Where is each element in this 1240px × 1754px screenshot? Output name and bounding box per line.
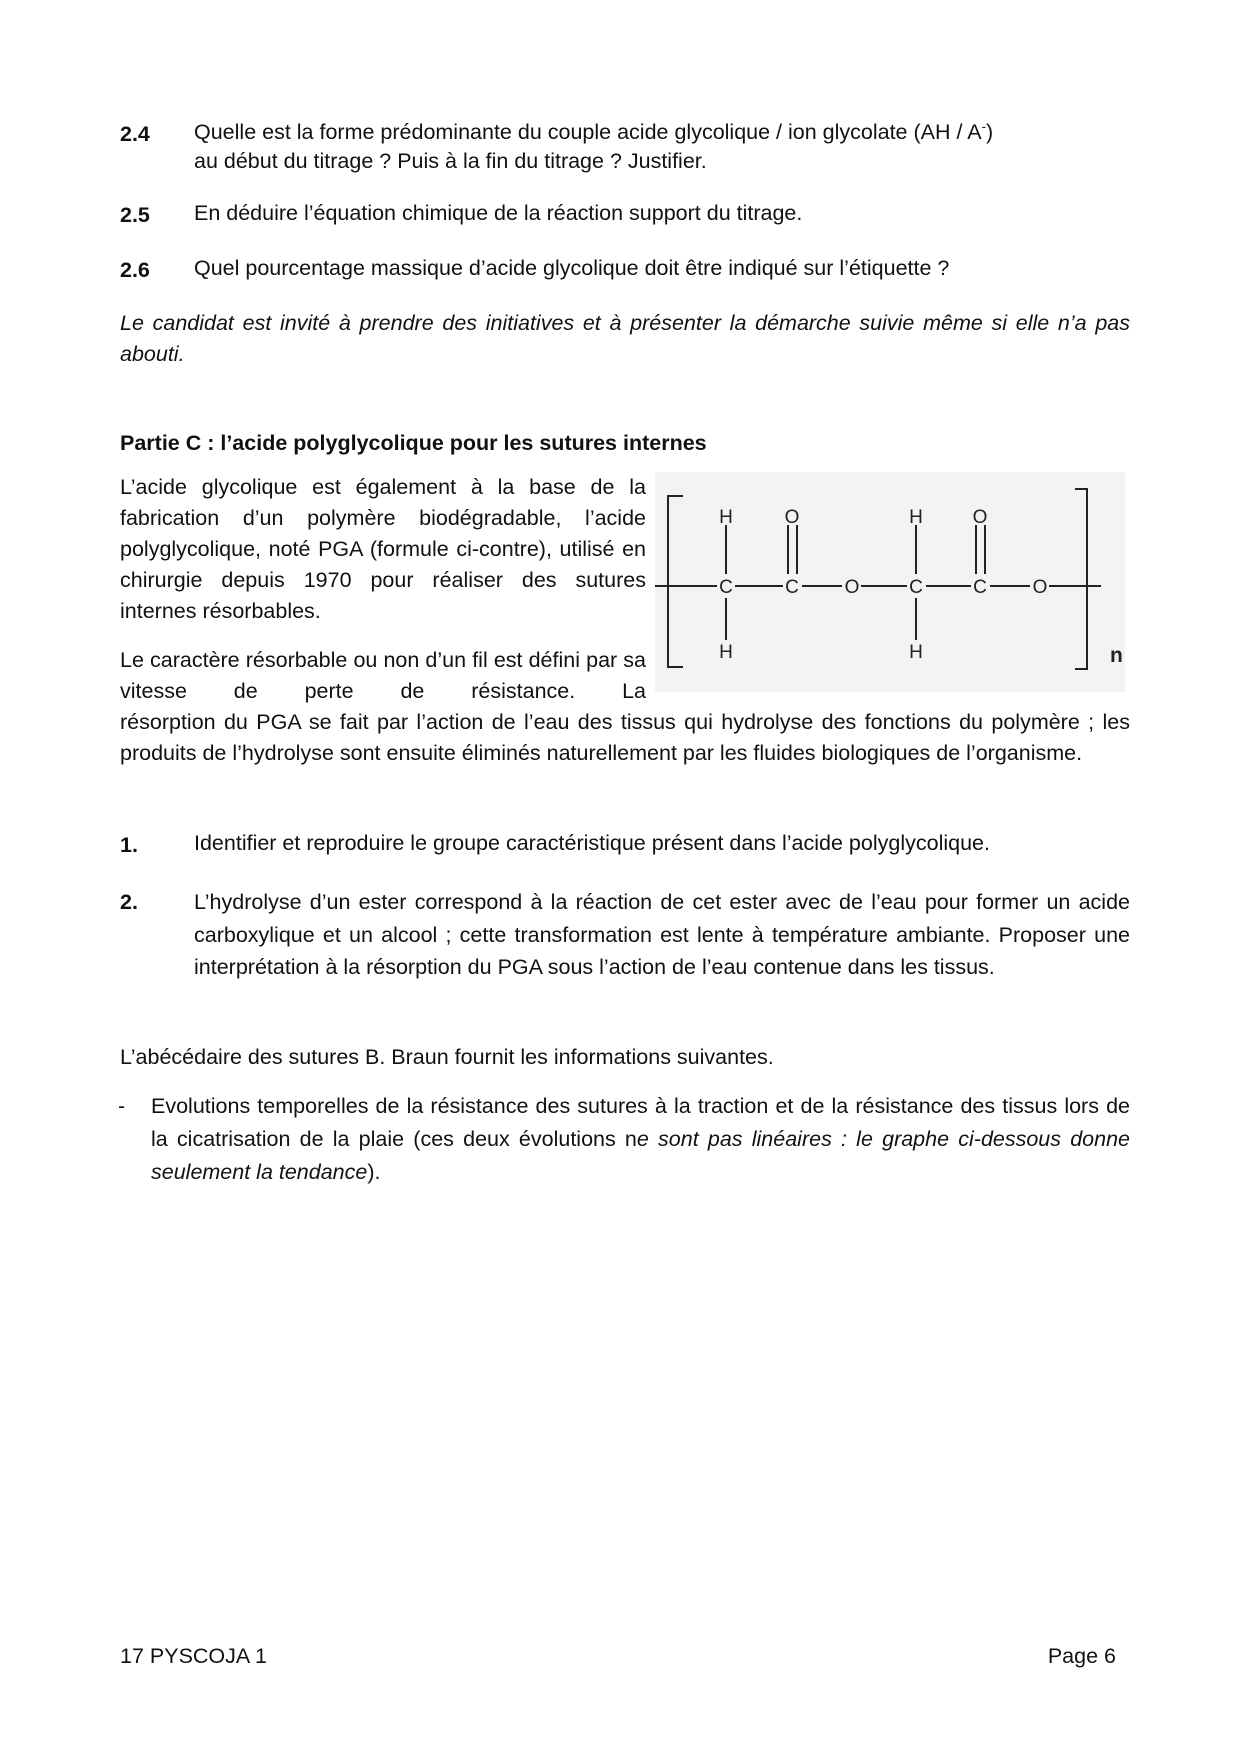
instruction-text: Le candidat est invité à prendre des initiatives et à présenter la démarche suivie même si elle n’a pas abouti. [120,311,1130,366]
question-text: Quel pourcentage massique d’acide glycolique doit être indiqué sur l’étiquette ? [194,256,950,280]
question-text: Identifier et reproduire le groupe caractéristique présent dans l’acide polyglycolique. [194,831,990,855]
question-c-1 [120,829,1130,858]
question-number: 1. [120,833,138,857]
atom-o: O [784,507,800,528]
atom-c: C [973,577,987,598]
question-c-2 [120,886,1130,984]
footer-exam-code: 17 PYSCOJA 1 [120,1644,267,1668]
atom-c: C [785,577,799,598]
footer-page-number: Page 6 [1047,1644,1116,1668]
question-text: En déduire l’équation chimique de la réaction support du titrage. [194,201,803,225]
atom-o: O [844,577,860,598]
atom-h: H [909,642,923,663]
braun-intro: L’abécédaire des sutures B. Braun fournit les informations suivantes. [120,1045,774,1069]
bullet-item [118,1090,1130,1189]
pga-formula-diagram [655,472,1125,692]
question-2-5 [120,199,1130,228]
question-number: 2.4 [120,122,150,146]
atom-o: O [1032,577,1048,598]
section-heading: Partie C : l’acide polyglycolique pour les sutures internes [120,431,707,455]
atom-h: H [719,507,733,528]
question-text: Quelle est la forme prédominante du couple acide glycolique / ion glycolate (AH / A-) au début du titrage ? Puis à la fin du titrage ? Justifier. [194,118,994,173]
atom-c: C [719,577,733,598]
intro-paragraph-1: L’acide glycolique est également à la base de la fabrication d’un polymère biodégradable, l’acide polyglycolique, noté PGA (formule ci-contre), utilisé en chirurgie depuis 1970 pour réaliser des sutures internes résorbables. [120,475,646,623]
question-number: 2.5 [120,203,150,227]
atom-h: H [909,507,923,528]
question-2-4 [120,118,1130,176]
question-text: L’hydrolyse d’un ester correspond à la réaction de cet ester avec de l’eau pour former un acide carboxylique et un alcool ; cette transformation est lente à température ambiante. Proposer une interprétation à la résorption du PGA sous l’action de l’eau contenue dans les tissus. [194,890,1130,979]
bullet-text: Evolutions temporelles de la résistance des sutures à la traction et de la résistance des tissus lors de la cicatrisation de la plaie (ces deux évolutions ne sont pas linéaires : le graphe ci-dessous donne seulement la tendance). [151,1094,1131,1184]
intro-paragraph-2-start: Le caractère résorbable ou non d’un fil est défini par sa vitesse de perte de résistance. La [120,648,646,703]
atom-h: H [719,642,733,663]
question-number: 2. [120,890,138,914]
intro-paragraph-2-rest: résorption du PGA se fait par l’action de l’eau des tissus qui hydrolyse des fonctions du polymère ; les produits de l’hydrolyse sont ensuite éliminés naturellement par les fluides biologiques de l’organisme. [120,710,1130,765]
atom-c: C [909,577,923,598]
question-number: 2.6 [120,258,150,282]
question-2-6 [120,254,1130,283]
repeat-index-n: n [1110,644,1123,667]
atom-o: O [972,507,988,528]
bullet-dash: - [118,1094,126,1118]
